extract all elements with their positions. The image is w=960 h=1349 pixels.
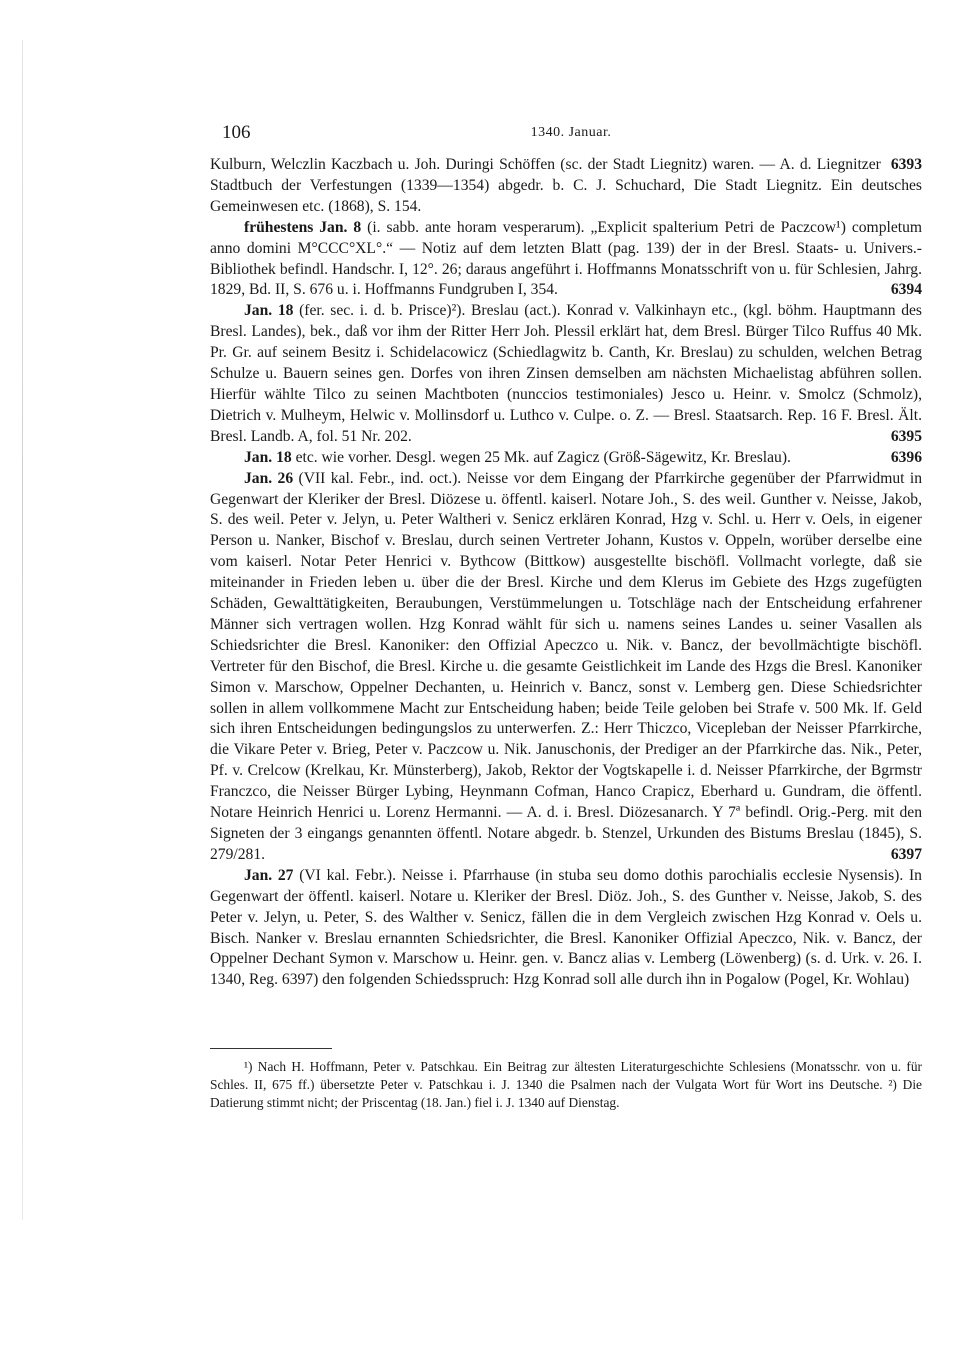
- body-text: [210, 155, 922, 991]
- footnotes: [210, 1058, 922, 1112]
- regest-number: 6395: [890, 427, 922, 445]
- regest-text: (VI kal. Febr.). Neisse i. Pfarrhause (in stuba seu domo dothis parochialis ecclesie Nysensis). In Gegenwart der öffentl. kaiserl. Notare u. Kleriker der Bresl. Diöz. Joh., S. des Gunther v. Neisse, Jakob, S. des Peter v. Jelyn, u. Peter, S. des Walther v. Senicz, fällen die in dem Vergleich zwischen Hzg Konrad v. Oels u. Bisch. Nanker v. Breslau ernannten Schiedsrichter, die Bresl. Kanoniker Offizial Apeczco, Nik. v. Bancz, der Oppelner Dechant Symon v. Marschow u. Heinr. gen. v. Bancz alias v. Lemberg (Löwenberg) (s. d. Urk. v. 26. I. 1340, Reg. 6397) den folgenden Schiedsspruch: Hzg Konrad soll alle durch ihn in Pogalow (Pogel, Kr. Wohlau): [210, 866, 922, 989]
- regest-entry: [210, 866, 922, 991]
- regest-text: Kulburn, Welczlin Kaczbach u. Joh. Duringi Schöffen (sc. der Stadt Liegnitz) waren. — A. d. Liegnitzer Stadtbuch der Verfestungen (1339—1354) abgedr. b. C. J. Schuchard, Die Stadt Liegnitz. Ein deutsches Gemeinwesen etc. (1868), S. 154.: [210, 156, 922, 215]
- regest-text: (VII kal. Febr., ind. oct.). Neisse vor dem Eingang der Pfarrkirche gegenüber der Pfarrwidmut in Gegenwart der Kleriker der Bresl. Diözese u. öffentl. kaiserl. Notare Joh., S. des weil. Gunther v. Neisse, Jakob, S. des weil. Peter v. Jelyn, u. Peter Waltheri v. Senicz erklären Konrad, Hzg v. Schl. u. Herr v. Oels, in eigener Person u. Nanker, Bischof v. Breslau, durch seinen Vertreter Johann, Kustos v. Oppeln, worüber derselbe eine vom kaiserl. Notar Peter Henrici v. Bythcow (Bittkow) ausgestellte bischöfl. Vollmacht vorlegte, daß sie miteinander in Frieden leben u. über die der Bresl. Kirche und dem Klerus im Gebiete des Hzgs zugefügten Schäden, Gewalttätigkeiten, Beraubungen, Verstümmelungen u. Totschläge nach der Entscheidung erfahrener Männer sich vertragen wollen. Hzg Konrad wählt für sich u. namens seines Landes u. seiner Vasallen als Schiedsrichter die Bresl. Kanoniker: den Offizial Apeczco u. Nik. v. Bancz, der bevollmächtigte bischöfl. Vertreter für den Bischof, die Bresl. Kirche u. die gesamte Geistlichkeit im Lande des Hzgs die Bresl. Kanoniker Simon v. Marschow, Oppelner Dechanten, u. Heinrich v. Bancz, sonst v. Lemberg gen. Diese Schiedsrichter sollen in allem vollkommene Macht zur Entscheidung haben; beide Teile geloben bei Strafe v. 500 Mk. lf. Geld sich ihren Entscheidungen bedingungslos zu unterwerfen. Z.: Herr Thiczco, Vicepleban der Neisser Pfarrkirche, die Vikare Peter v. Brieg, Peter v. Paczcow u. Nik. Januschonis, der Prediger an der Pfarrkirche das. Nik., Peter, Pf. v. Crelcow (Krelkau, Kr. Münsterberg), Jakob, Rektor der Vogtskapelle i. d. Neisser Pfarrkirche, der Bgrmstr Franczco, die Neisser Bürger Lybing, Heynmann Cofman, Hanco Crapicz, Eberhard u. Gundram, die öffentl. Notare Heinrich Henrici u. Lorenz Hermanni. — A. d. i. Bresl. Diözesanarch. Y 7ª befindl. Orig.-Perg. mit den Signeten der 3 eingangs genannten öffentl. Notare abgedr. b. Stenzel, Urkunden des Bistums Breslau (1845), S. 279/281.: [210, 469, 922, 863]
- regest-entry: [210, 218, 922, 302]
- regest-text: (fer. sec. i. d. b. Prisce)²). Breslau (act.). Konrad v. Valkinhayn etc., (kgl. böhm. Hauptmann des Bresl. Landes), bek., daß vor ihm der Ritter Herr Joh. Plessil erklärt hat, dem Bresl. Bürger Tilco Ruffus 40 Mk. Pr. Gr. auf seinem Besitz i. Schidelacowicz (Schiedlagwitz b. Canth, Kr. Breslau) zu schulden, welchen Betrag Schulze u. Bauern seines gen. Dorfes von ihren Zinsen demselben am nächsten Michaelistag abführen sollen. Hierfür wählte Tilco zu seinen Machtboten (nunccios testimoniales) Jesco u. Heinr. v. Smolcz (Schmolz), Dietrich v. Mulheym, Helwic v. Mollinsdorf u. Luthco v. Culpe. o. Z. — Bresl. Staatsarch. Rep. 16 F. Bresl. Ält. Bresl. Landb. A, fol. 51 Nr. 202.: [210, 302, 922, 445]
- page-header: [222, 122, 920, 146]
- regest-number: 6393: [890, 156, 922, 173]
- scan-edge-line: [22, 40, 23, 1220]
- regest-number: 6396: [890, 448, 922, 466]
- regest-date: Jan. 18: [244, 448, 292, 466]
- regest-entry: [210, 469, 922, 866]
- regest-date: frühestens Jan. 8: [244, 218, 362, 236]
- footnote-rule: [210, 1048, 332, 1049]
- regest-date: Jan. 26: [244, 469, 294, 487]
- regest-date: Jan. 18: [244, 302, 294, 320]
- regest-number: 6397: [890, 845, 922, 863]
- regest-number: 6394: [890, 281, 922, 299]
- page-number: 106: [222, 122, 251, 143]
- footnote-text: ¹) Nach H. Hoffmann, Peter v. Patschkau. Ein Beitrag zur ältesten Literaturgeschichte Schlesiens (Monatsschr. von u. für Schles. II, 675 ff.) übersetzte Peter v. Patschkau i. J. 1340 die Psalmen nach der Vulgata Wort für Wort ins Deutsche. ²) Die Datierung stimmt nicht; der Priscentag (18. Jan.) fiel i. J. 1340 auf Dienstag.: [210, 1059, 922, 1110]
- regest-entry: [210, 155, 922, 218]
- regest-entry: [210, 301, 922, 447]
- regest-entry: [210, 448, 922, 469]
- regest-text: etc. wie vorher. Desgl. wegen 25 Mk. auf Zagicz (Größ-Sägewitz, Kr. Breslau).: [291, 448, 791, 466]
- running-head: 1340. Januar.: [530, 125, 612, 140]
- regest-text: (i. sabb. ante horam vesperarum). „Explicit spalterium Petri de Paczcow¹) completum anno domini M°CCC°XL°.“ — Notiz auf dem letzten Blatt (pag. 139) der in der Bresl. Staats- u. Univers.-Bibliothek befindl. Handschr. I, 12°. 26; daraus angeführt i. Hoffmanns Monatsschrift von u. für Schlesien, Jahrg. 1829, Bd. II, S. 676 u. i. Hoffmanns Fundgruben I, 354.: [210, 218, 923, 299]
- regest-date: Jan. 27: [244, 866, 294, 884]
